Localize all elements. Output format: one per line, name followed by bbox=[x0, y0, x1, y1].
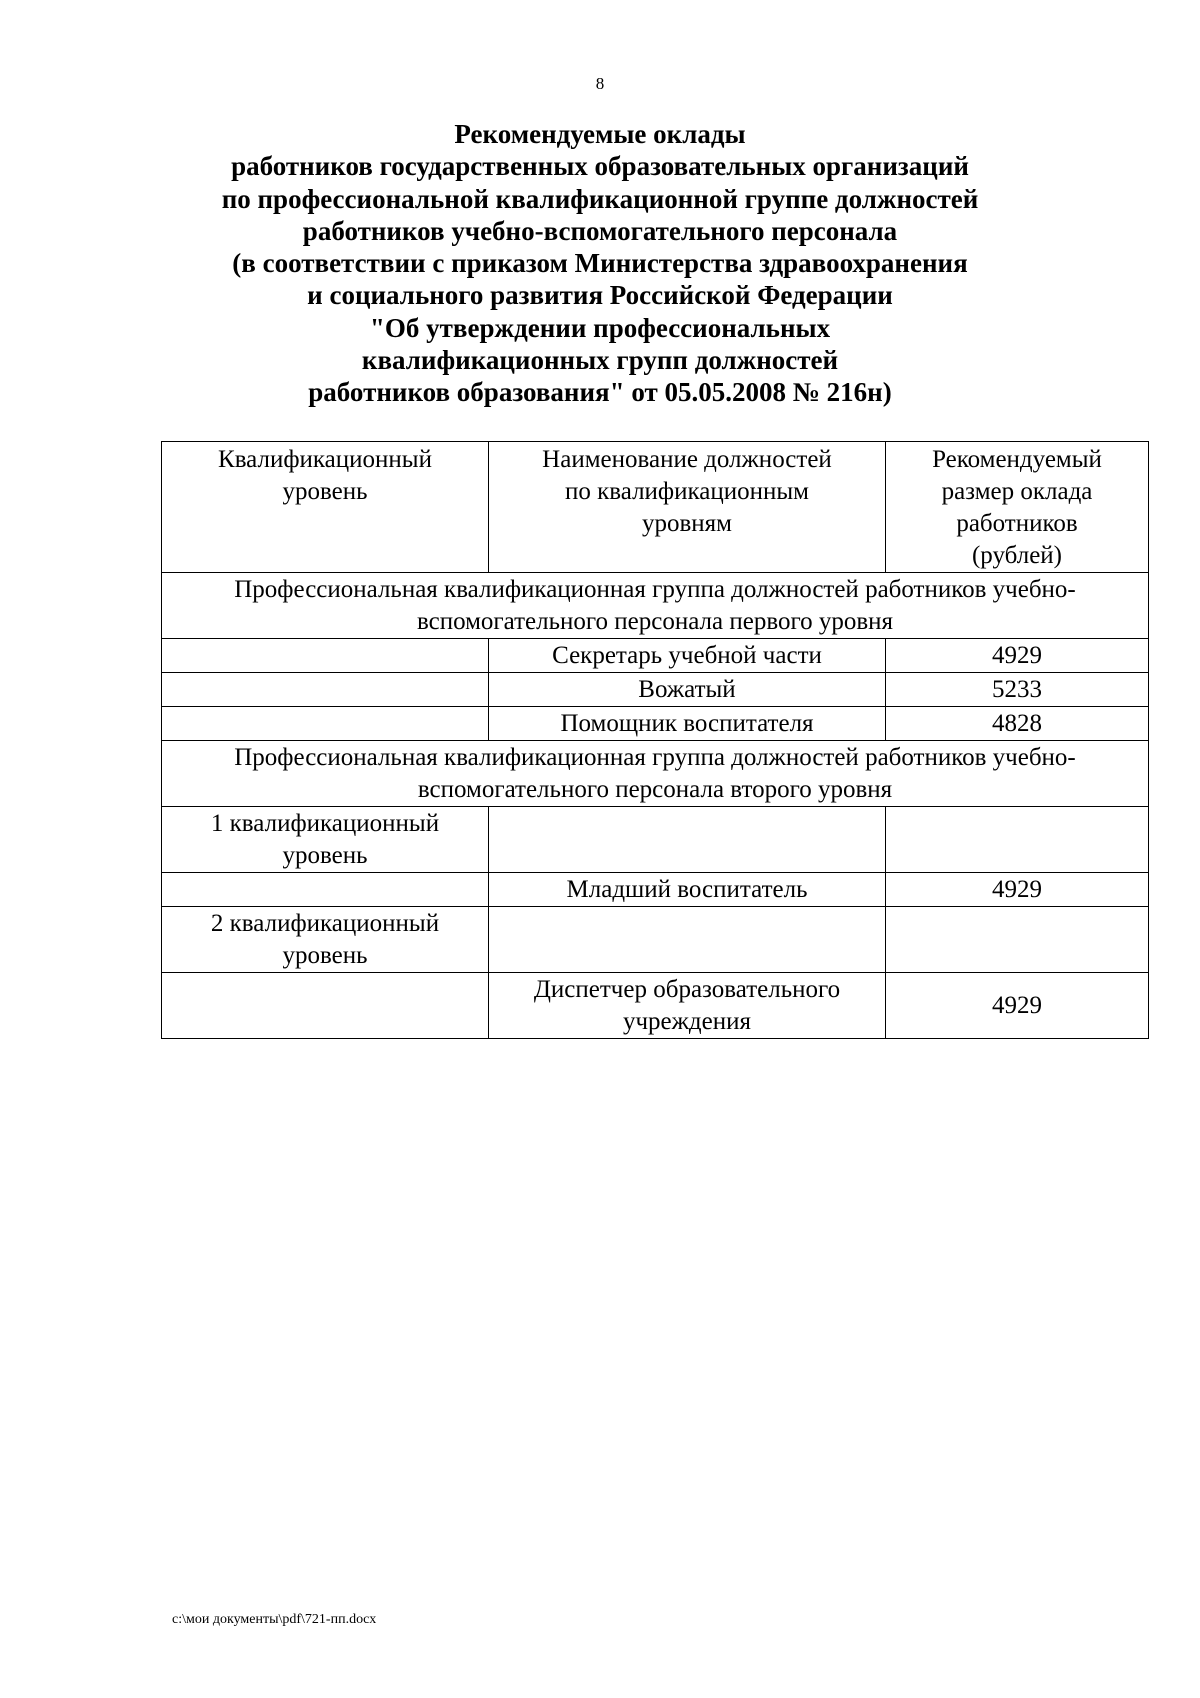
header-line: по квалификационным bbox=[565, 478, 809, 505]
title-line: "Об утверждении профессиональных bbox=[369, 312, 831, 343]
position-cell: Помощник воспитателя bbox=[489, 707, 886, 741]
salary-cell bbox=[886, 907, 1149, 973]
header-line: работников bbox=[956, 510, 1078, 537]
level-cell bbox=[162, 673, 489, 707]
level-cell bbox=[162, 873, 489, 907]
table-row bbox=[162, 707, 1149, 741]
document-title bbox=[100, 118, 1100, 409]
title-line: Рекомендуемые оклады bbox=[454, 119, 746, 149]
group-title-second-level: Профессиональная квалификационная группа должностей работников учебно-вспомогательного персонала второго уровня bbox=[162, 741, 1149, 807]
header-salary bbox=[886, 442, 1149, 573]
header-level bbox=[162, 442, 489, 573]
title-line: работников образования" от 05.05.2008 № 216н) bbox=[308, 377, 892, 408]
group-row bbox=[162, 573, 1149, 639]
footer-file-path: c:\мои документы\pdf\721-пп.docx bbox=[172, 1612, 377, 1627]
header-line: (рублей) bbox=[971, 542, 1063, 569]
level-cell bbox=[162, 973, 489, 1039]
table-row bbox=[162, 873, 1149, 907]
position-cell: Секретарь учебной части bbox=[489, 639, 886, 673]
title-line: квалификационных групп должностей bbox=[361, 345, 839, 376]
header-line: размер оклада bbox=[941, 478, 1093, 505]
title-line: работников учебно-вспомогательного персонала bbox=[302, 215, 898, 246]
header-line: Квалификационный bbox=[218, 446, 432, 473]
salary-cell: 4828 bbox=[886, 707, 1149, 741]
header-line: уровням bbox=[641, 510, 732, 537]
salary-table bbox=[161, 441, 1149, 1039]
header-position bbox=[489, 442, 886, 573]
position-cell: Младший воспитатель bbox=[489, 873, 886, 907]
level-cell: 1 квалификационный уровень bbox=[162, 807, 489, 873]
title-line: по профессиональной квалификационной группе должностей bbox=[221, 183, 979, 214]
table-row bbox=[162, 973, 1149, 1039]
table-row bbox=[162, 673, 1149, 707]
group-title-first-level: Профессиональная квалификационная группа должностей работников учебно-вспомогательного персонала первого уровня bbox=[162, 573, 1149, 639]
table-row bbox=[162, 807, 1149, 873]
table-row bbox=[162, 639, 1149, 673]
table-header-row bbox=[162, 442, 1149, 573]
table-row bbox=[162, 907, 1149, 973]
page-number: 8 bbox=[595, 74, 605, 93]
salary-cell: 4929 bbox=[886, 973, 1149, 1039]
header-line: уровень bbox=[282, 478, 368, 505]
header-line: Наименование должностей bbox=[542, 446, 832, 473]
position-cell bbox=[489, 907, 886, 973]
position-cell: Вожатый bbox=[489, 673, 886, 707]
level-cell bbox=[162, 707, 489, 741]
salary-cell: 4929 bbox=[886, 873, 1149, 907]
salary-cell bbox=[886, 807, 1149, 873]
title-line: (в соответствии с приказом Министерства здравоохранения bbox=[232, 248, 968, 279]
salary-cell: 5233 bbox=[886, 673, 1149, 707]
title-line: и социального развития Российской Федерации bbox=[307, 280, 893, 311]
title-line: работников государственных образовательных организаций bbox=[231, 151, 969, 182]
group-row bbox=[162, 741, 1149, 807]
level-cell: 2 квалификационный уровень bbox=[162, 907, 489, 973]
header-line: Рекомендуемый bbox=[932, 446, 1102, 473]
position-cell bbox=[489, 807, 886, 873]
level-cell bbox=[162, 639, 489, 673]
salary-cell: 4929 bbox=[886, 639, 1149, 673]
position-cell: Диспетчер образовательного учреждения bbox=[489, 973, 886, 1039]
